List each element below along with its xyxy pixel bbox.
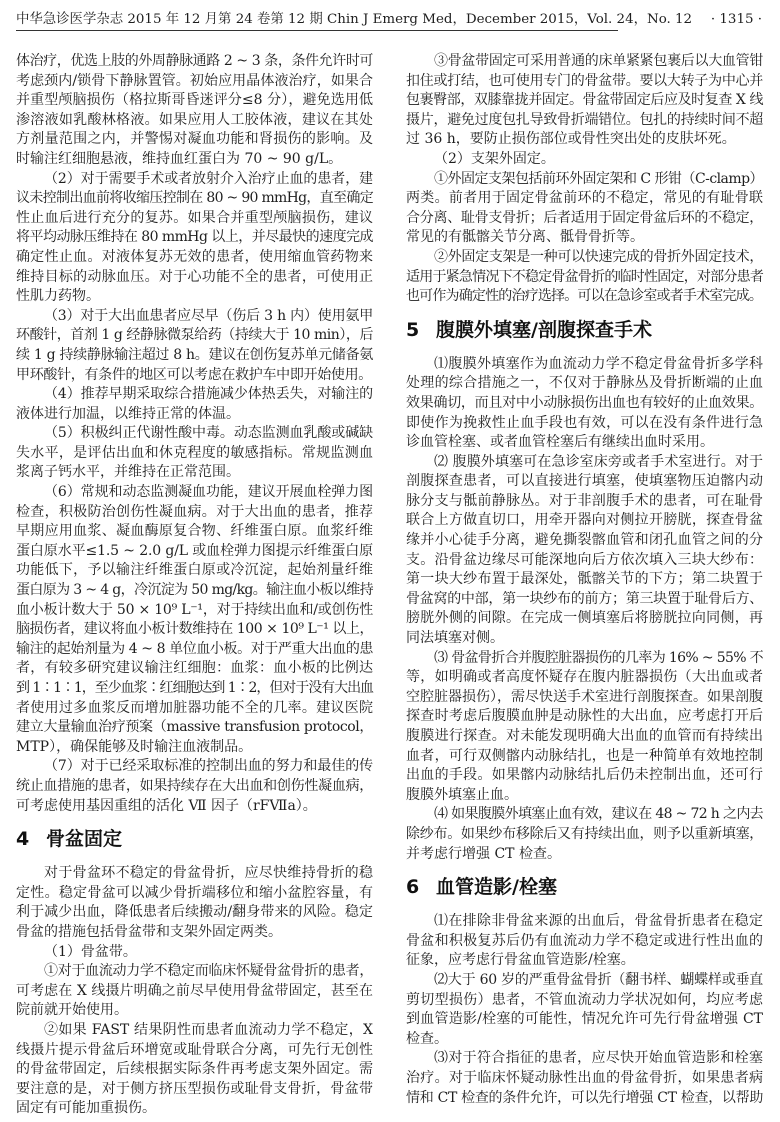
text-line: （7）对于已经采取标准的控制出血的努力和最佳的传 [44, 758, 373, 775]
text-line: 两类。前者用于固定骨盆前环的不稳定，常见的有耻骨联 [406, 190, 763, 207]
text-line: 并考虑行增强 CT 检查。 [406, 845, 561, 862]
text-line: 除纱布。如果纱布移除后又有持续出血，则予以重新填塞， [406, 825, 763, 842]
text-line: 蛋白原为 3 ~ 4 g，冷沉淀为 50 mg/kg。输注血小板以维持 [16, 582, 373, 599]
text-line: 早期应用血浆、凝血酶原复合物、纤维蛋白原。血浆纤维 [16, 523, 373, 540]
text-line: ⑵大于 60 岁的严重骨盆骨折（翻书样、蝴蝶样或垂直 [434, 971, 763, 988]
text-line: 也可作为确定性的治疗选择。可以在急诊室或者手术室完成。 [406, 288, 762, 305]
text-line: 探查时考虑后腹膜血肿是动脉性的大出血，应考虑打开后 [406, 708, 763, 725]
text-line: 输注的起始剂量为 4 ~ 8 单位血小板。对于严重大出血的患 [16, 640, 373, 657]
text-line: 者使用过多血浆反而增加脏器功能不全的几率。建议医院 [16, 699, 373, 716]
text-line: ②如果 FAST 结果阴性而患者血流动力学不稳定，X [44, 1021, 373, 1038]
section-heading [406, 875, 763, 899]
text-line: ③骨盆带固定可采用普通的床单紧紧包裹后以大血管钳 [434, 53, 763, 69]
text-line: 的骨盆带固定，后续根据实际条件再考虑支架外固定。需 [16, 1061, 373, 1078]
text-line: 考虑颈内/锁骨下静脉置管。初始应用晶体液治疗，如果合 [16, 72, 373, 89]
text-line: 者，有较多研究建议输注红细胞：血浆：血小板的比例达 [16, 660, 373, 677]
text-line: 院前就开始使用。 [16, 1002, 128, 1019]
text-line: （5）积极纠正代谢性酸中毒。动态监测血乳酸或碱缺 [44, 425, 373, 442]
text-line: （4）推荐早期采取综合措施减少体热丢失，对输注的 [44, 386, 373, 403]
paragraph [406, 649, 763, 806]
text-line: 维持目标的动脉血压。对于心功能不全的患者，可使用正 [16, 268, 373, 285]
text-line: 脉分支与骶前静脉丛。对于非剖腹手术的患者，可在耻骨 [406, 492, 763, 509]
text-line: 包裹臀部，双膝靠拢并固定。骨盆带固定后应及时复查 X 线 [406, 92, 763, 109]
text-line: （2）对于需要手术或者放射介入治疗止血的患者，建 [44, 170, 373, 187]
section-heading [16, 827, 373, 851]
text-line: 处理的综合措施之一，不仅对于静脉丛及骨折断端的止血 [406, 375, 763, 392]
text-line: 固定有可能加重损伤。 [16, 1100, 156, 1117]
text-line: 将平均动脉压维持在 80 mmHg 以上，并尽最快的速度完成 [16, 229, 373, 246]
paragraph [406, 971, 763, 1049]
text-line: 确定性止血。对液体复苏无效的患者，使用缩血管药物来 [16, 248, 373, 265]
text-line: 失水平，是评估出血和休克程度的敏感指标。常规监测血 [16, 444, 373, 461]
paragraph [406, 248, 763, 307]
text-line: （3）对于大出血患者应尽早（伤后 3 h 内）使用氨甲 [44, 307, 373, 324]
section-number: 5 [406, 318, 420, 341]
text-line: 联合上方做直切口，用牵开器向对侧拉开膀胱，探查骨盆 [406, 512, 763, 529]
paragraph [406, 805, 763, 864]
text-line: 甲环酸针，有条件的地区可以考虑在救护车中即开始使用。 [16, 366, 372, 383]
text-line: 效果确切，而且对中小动脉损伤出血也有较好的止血效果。 [406, 394, 763, 411]
text-line: 常见的有骶髂关节分离、骶骨骨折等。 [406, 229, 644, 246]
text-line: 环酸针，首剂 1 g 经静脉微泵给药（持续大于 10 min），后 [16, 327, 373, 344]
text-line: 过 36 h，要防止损伤部位或骨性突出处的皮肤坏死。 [406, 131, 736, 148]
text-line: 适用于紧急情况下不稳定骨盆骨折的临时性固定，对部分患者 [406, 268, 763, 285]
text-line: 缘并小心徒手分离，避免撕裂髂血管和闭孔血管之间的分 [406, 532, 763, 549]
text-line: 剖腹探查患者，可以直接进行填塞，使填塞物压迫髂内动 [406, 473, 763, 490]
paragraph [16, 962, 373, 1021]
text-line: ⑴在排除非骨盆来源的出血后，骨盆骨折患者在稳定 [434, 913, 763, 930]
text-line: ①对于血流动力学不稳定而临床怀疑骨盆骨折的患者， [44, 963, 373, 980]
text-line: 检查。 [406, 1030, 448, 1047]
text-line: ⑵ 腹膜外填塞可在急诊室床旁或者手术室进行。对于 [434, 453, 763, 470]
text-line: 体治疗，优选上肢的外周静脉通路 2 ~ 3 条，条件允许时可 [16, 53, 373, 69]
text-line: 摄片，避免过度包扎导致骨折端错位。包扎的持续时间不超 [406, 111, 763, 128]
text-line: ⑶ 骨盆骨折合并腹腔脏器损伤的几率为 16% ~ 55% 不 [434, 649, 763, 666]
text-line: 对于骨盆环不稳定的骨盆骨折，应尽快维持骨折的稳 [44, 865, 373, 882]
text-line: 等，如明确或者高度怀疑存在腹内脏器损伤（大出血或者 [406, 669, 763, 686]
text-line: 线摄片提示骨盆后环增宽或耻骨联合分离，可先行无创性 [16, 1041, 373, 1058]
text-line: 渗溶液如乳酸林格液。如果应用人工胶体液，建议在其处 [16, 111, 373, 128]
paragraph [406, 912, 763, 971]
text-line: 蛋白原水平≤1.5 ~ 2.0 g/L 或血栓弹力图提示纤维蛋白原 [16, 542, 373, 559]
text-line: 建立大量输血治疗预案（massive transfusion protocol， [16, 719, 373, 736]
text-line: 情和 CT 检查的条件允许，可以先行增强 CT 检查，以帮助 [406, 1089, 763, 1106]
paragraph [406, 355, 763, 453]
text-line: 方剂量范围之内，并警惕对凝血功能和肾损伤的影响。及 [16, 131, 373, 148]
paragraph [16, 483, 373, 757]
section-title: 腹膜外填塞/剖腹探查手术 [436, 318, 652, 341]
text-line: 脑损伤者，建议将血小板计数维持在 100 × 10⁹ L⁻¹ 以上， [16, 621, 373, 638]
text-line: 扣住或打结，也可使用专门的骨盆带。要以大转子为中心并 [406, 72, 763, 89]
text-line: 议未控制出血前将收缩压控制在 80 ~ 90 mmHg，直至确定 [16, 190, 373, 207]
text-line: 利于减少出血，降低患者后续搬动/翻身带来的风险。稳定 [16, 904, 373, 921]
text-line: 剪切型损伤）患者，不管血流动力学状况如何，均应考虑 [406, 991, 763, 1008]
section-heading [406, 318, 763, 342]
text-line: 续 1 g 持续静脉输注超过 8 h。建议在创伤复苏单元储备氨 [16, 346, 373, 363]
text-line: 血小板计数大于 50 × 10⁹ L⁻¹，对于持续出血和/或创伤性 [16, 601, 373, 618]
paragraph [406, 1049, 763, 1108]
paragraph [16, 1021, 373, 1119]
left-column [16, 52, 373, 1119]
text-line: ①外固定支架包括前环外固定架和 C 形钳（C-clamp） [434, 170, 763, 187]
text-line: 出血的手段。如果髂内动脉结扎后仍未控制出血，还可行 [406, 767, 763, 784]
paragraph [16, 385, 373, 424]
text-line: （1）骨盆带。 [44, 943, 137, 960]
text-line: 定性。稳定骨盆可以减少骨折端移位和缩小盆腔容量，有 [16, 884, 373, 901]
text-line: 骨盆窝的中部，第一块纱布的前方；第三块置于耻骨后方、 [406, 590, 763, 607]
section-number: 6 [406, 876, 420, 899]
text-line: 腹膜进行探查。对未能发现明确大出血的血管而有持续出 [406, 728, 763, 744]
running-head: 中华急诊医学杂志 2015 年 12 月第 24 卷第 12 期 Chin J Emerg Med，December 2015，Vol. 24，No. 12 [16, 10, 618, 31]
paragraph [406, 150, 763, 170]
text-line: 可考虑使用基因重组的活化 Ⅶ 因子（rFⅦa）。 [16, 797, 317, 814]
text-line: ⑴腹膜外填塞作为血流动力学不稳定骨盆骨折多学科 [434, 355, 763, 372]
text-line: 支。沿骨盆边缘尽可能深地向后方依次填入三块大纱布： [406, 551, 763, 568]
text-line: （2）支架外固定。 [434, 150, 555, 167]
text-line: 诊血管栓塞、或者血管栓塞后有继续出血时采用。 [406, 434, 714, 451]
text-line: 浆离子钙水平，并维持在正常范围。 [16, 464, 240, 481]
text-line: ②外固定支架是一种可以快速完成的骨折外固定技术， [434, 248, 763, 265]
text-line: ⑷ 如果腹膜外填塞止血有效，建议在 48 ~ 72 h 之内去 [434, 806, 763, 823]
text-line: 时输注红细胞悬液，维持血红蛋白为 70 ~ 90 g/L。 [16, 150, 343, 167]
paragraph [16, 424, 373, 483]
text-line: 即使作为挽救性止血手段也有效，可以在没有条件进行急 [406, 414, 763, 431]
text-line: 骨盆的措施包括骨盆带和支架外固定两类。 [16, 923, 282, 940]
paragraph [16, 307, 373, 385]
text-line: 要注意的是，对于侧方挤压型损伤或耻骨支骨折，骨盆带 [16, 1080, 373, 1097]
text-line: 血者，可行双侧髂内动脉结扎，也是一种简单有效地控制 [406, 747, 763, 764]
text-line: 合分离、耻骨支骨折；后者适用于固定骨盆后环的不稳定， [406, 209, 763, 226]
text-line: （6）常规和动态监测凝血功能，建议开展血栓弹力图 [44, 484, 373, 501]
paragraph [16, 170, 373, 307]
text-line: 第一块大纱布置于最深处，骶髂关节的下方；第二块置于 [406, 571, 763, 588]
text-line: 检查，积极防治创伤性凝血病。对于大出血的患者，推荐 [16, 503, 373, 520]
paragraph [406, 453, 763, 649]
paragraph [16, 864, 373, 942]
right-column [406, 52, 763, 1108]
text-line: 征象，应考虑行骨盆血管造影/栓塞。 [406, 952, 635, 969]
text-line: 统止血措施的患者，如果持续存在大出血和创伤性凝血病， [16, 777, 373, 794]
text-line: 功能低下，予以输注纤维蛋白原或冷沉淀，起始剂量纤维 [16, 562, 373, 579]
text-line: 并重型颅脑损伤（格拉斯哥昏迷评分≤8 分），避免选用低 [16, 92, 373, 109]
paragraph [16, 757, 373, 816]
paragraph [16, 52, 373, 170]
section-title: 血管造影/栓塞 [436, 876, 557, 899]
section-title: 骨盆固定 [46, 828, 123, 851]
text-line: 腹膜外填塞止血。 [406, 786, 518, 803]
text-line: 同法填塞对侧。 [406, 630, 504, 647]
text-line: 膀胱外侧的间隙。在完成一侧填塞后将膀胱拉向同侧，再 [406, 610, 763, 627]
text-line: 到 1∶1∶1，至少血浆∶红细胞达到 1∶2，但对于没有大出血 [16, 680, 373, 696]
paragraph [406, 52, 763, 150]
text-line: 液体进行加温，以维持正常的体温。 [16, 405, 240, 422]
text-line: 到血管造影/栓塞的可能性，情况允许可先行骨盆增强 CT [406, 1011, 763, 1028]
page-number: · 1315 · [710, 12, 762, 27]
paragraph [406, 170, 763, 248]
text-line: 骨盆和积极复苏后仍有血流动力学不稳定或进行性出血的 [406, 932, 763, 949]
text-line: 可考虑在 X 线摄片明确之前尽早使用骨盆带固定，甚至在 [16, 982, 373, 999]
text-line: 性止血后进行充分的复苏。如果合并重型颅脑损伤，建议 [16, 209, 373, 226]
paragraph [16, 943, 373, 963]
text-line: MTP），确保能够及时输注血液制品。 [16, 738, 253, 755]
text-line: 空腔脏器损伤），需尽快送手术室进行剖腹探查。如果剖腹 [406, 688, 763, 705]
text-line: 治疗。对于临床怀疑动脉性出血的骨盆骨折，如果患者病 [406, 1069, 763, 1086]
text-line: ⑶对于符合指征的患者，应尽快开始血管造影和栓塞 [434, 1050, 763, 1067]
section-number: 4 [16, 828, 30, 851]
text-line: 性肌力药物。 [16, 288, 100, 305]
